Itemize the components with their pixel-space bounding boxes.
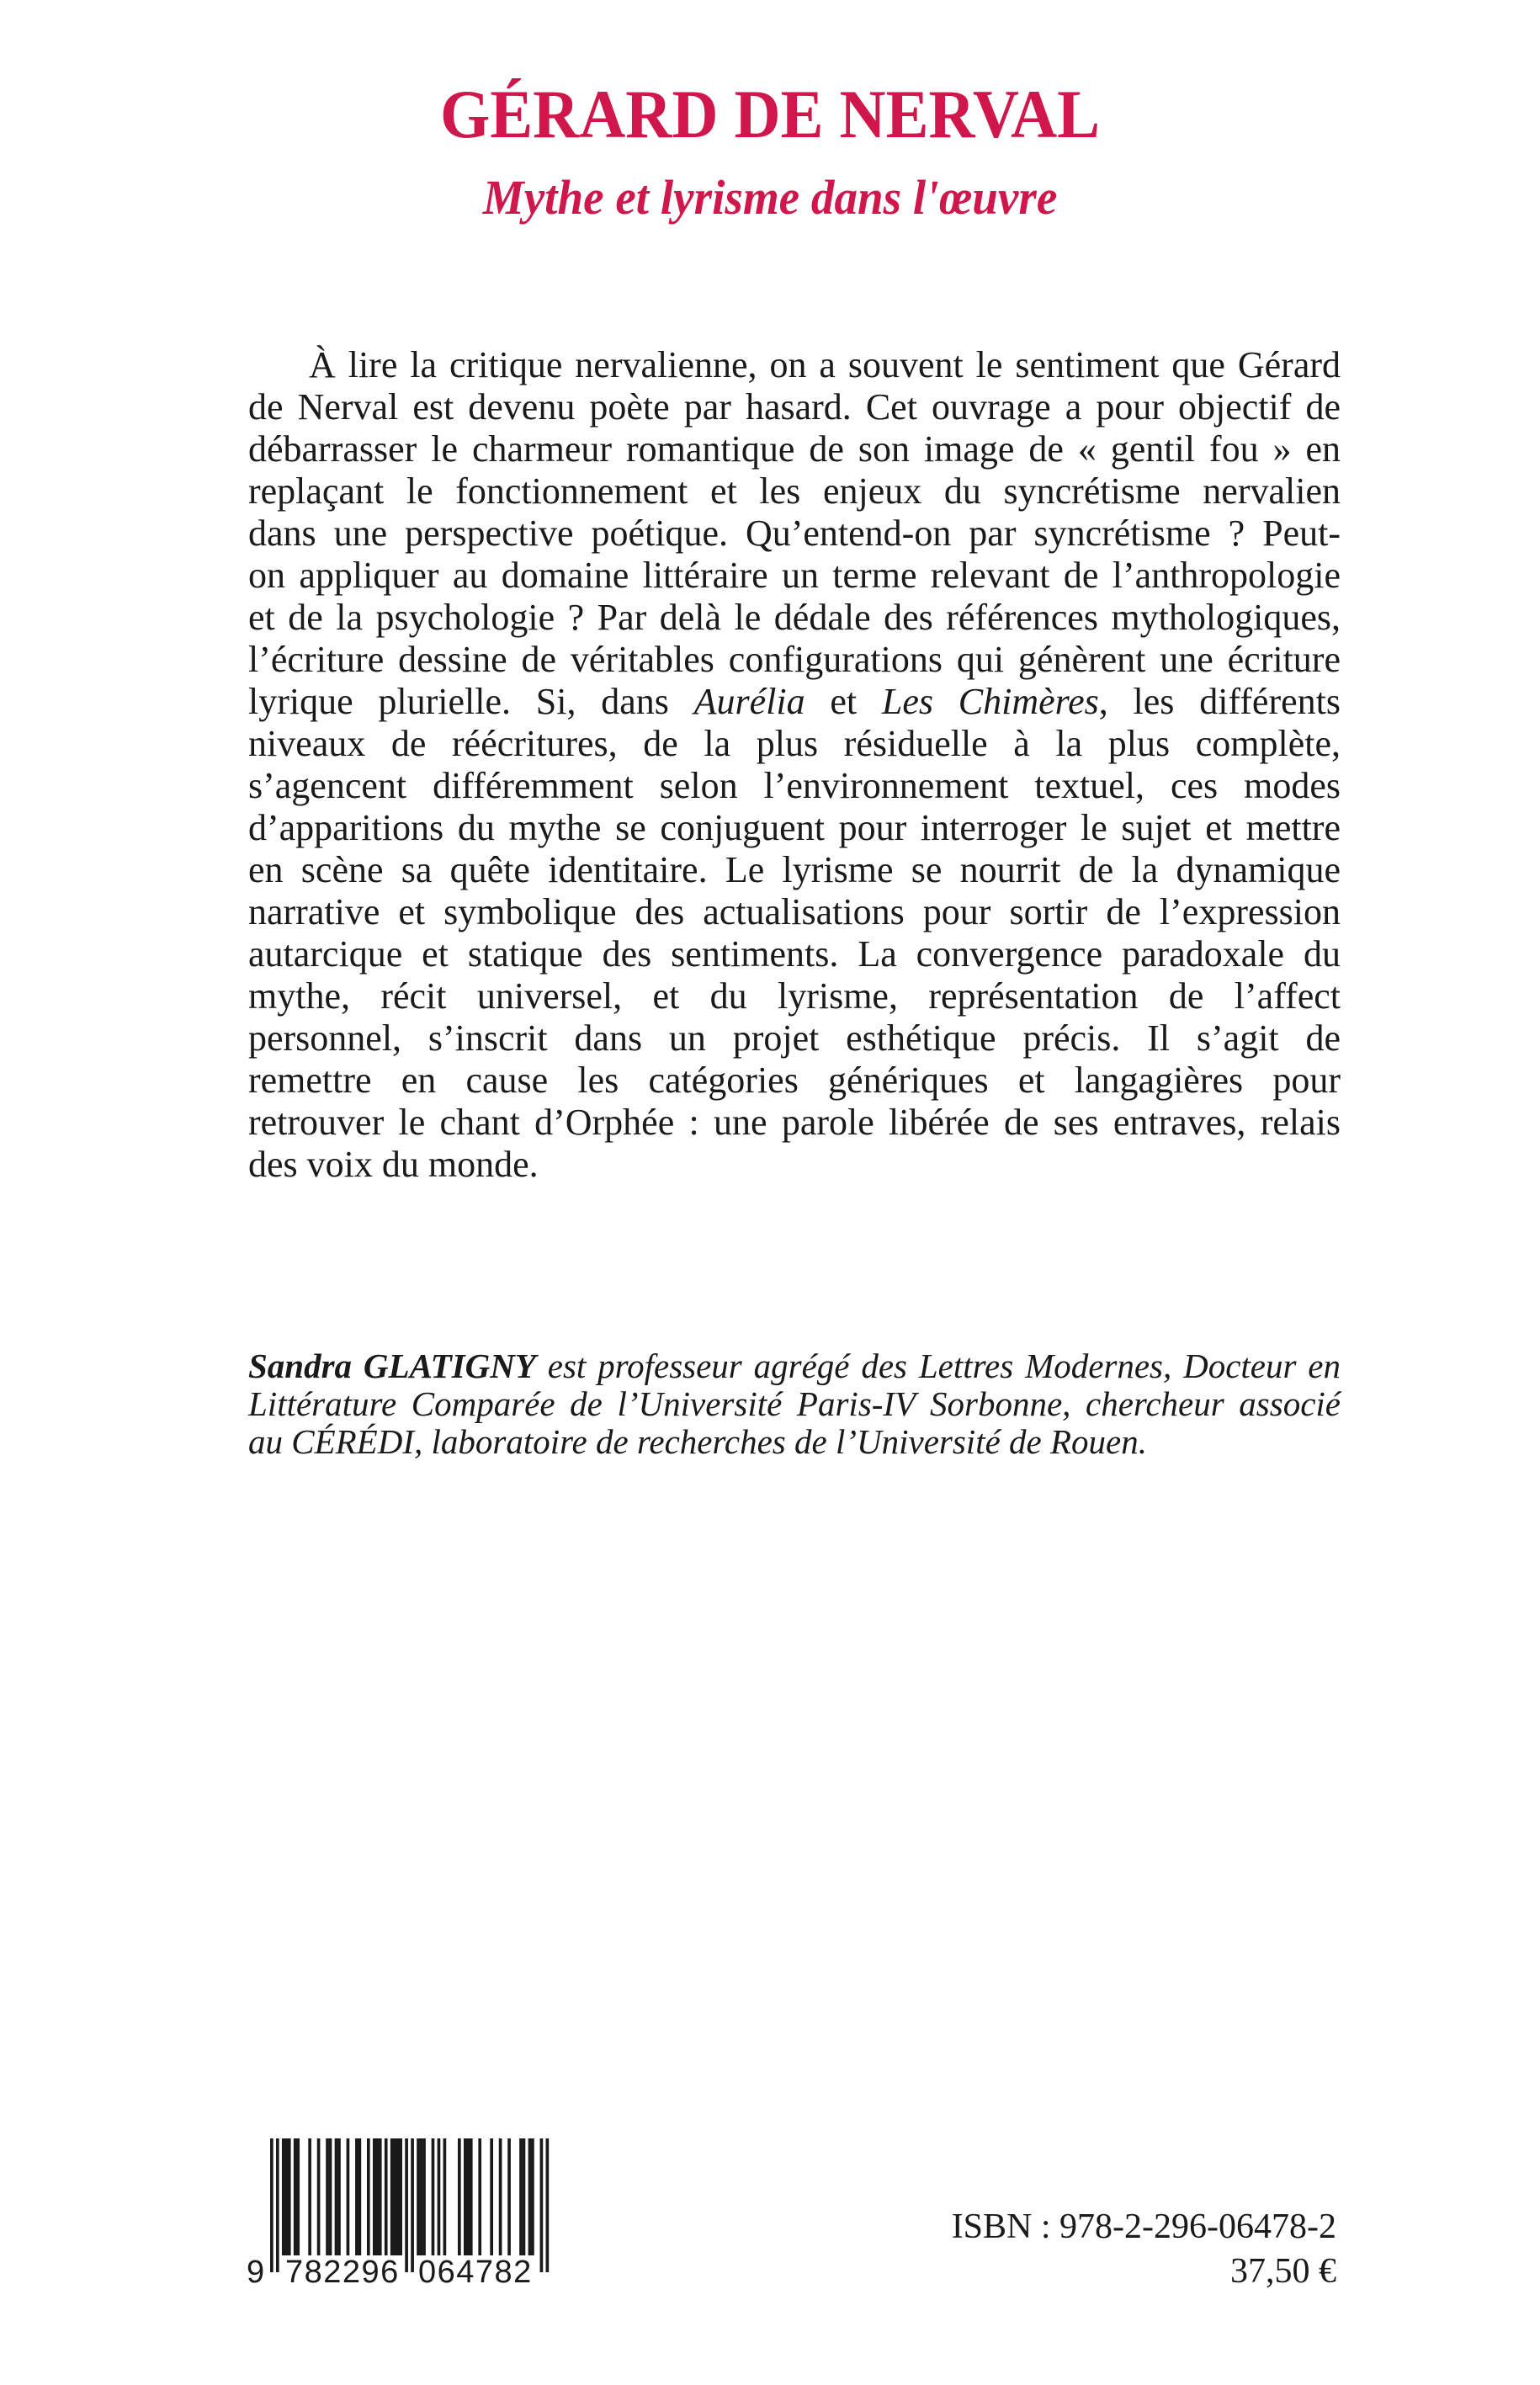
blurb-text: replaçant le fonctionnement et les enjeux du syncrétisme nervalien [248,470,1341,512]
bio-line-2: Littérature Comparée de l’Université Paris-IV Sorbonne, chercheur associé [248,1384,1341,1423]
blurb-line [248,807,1341,849]
blurb-text: lyrique plurielle. Si, dans [248,681,694,722]
blurb-line [248,975,1341,1017]
price-label: 37,50 € [1230,2252,1336,2291]
blurb-paragraph [248,344,1341,1186]
blurb-line [248,513,1341,555]
blurb-line [248,723,1341,765]
blurb-text: et de la psychologie ? Par delà le dédale des références mythologiques, [248,597,1341,638]
blurb-line [248,891,1341,933]
blurb-text: l’écriture dessine de véritables configurations qui génèrent une écriture [248,639,1341,680]
blurb-line [248,849,1341,891]
barcode-digits-right: 064782 [418,2255,533,2290]
blurb-text: et [805,681,882,722]
blurb-line [248,1060,1341,1102]
blurb-text: autarcique et statique des sentiments. La convergence paradoxale du [248,933,1341,975]
blurb-line [248,639,1341,681]
blurb-line [248,1017,1341,1060]
blurb-text: , les différents [1098,681,1341,722]
blurb-text: de Nerval est devenu poète par hasard. Cet ouvrage a pour objectif de [248,386,1341,428]
blurb-line [248,1102,1341,1144]
blurb-line [248,765,1341,807]
blurb-line [248,470,1341,513]
blurb-text: des voix du monde. [248,1144,539,1185]
blurb-text: on appliquer au domaine littéraire un terme relevant de l’anthropologie [248,555,1341,596]
bio-line-3: au CÉRÉDI, laboratoire de recherches de l’Université de Rouen. [248,1422,1147,1461]
blurb-line [248,1144,1341,1186]
blurb-line [248,428,1341,470]
blurb-line [248,933,1341,975]
blurb-text: niveaux de réécritures, de la plus résiduelle à la plus complète, [248,723,1341,764]
blurb-text: dans une perspective poétique. Qu’entend-on par syncrétisme ? Peut- [248,513,1341,554]
blurb-text: d’apparitions du mythe se conjuguent pour interroger le sujet et mettre [248,807,1341,848]
blurb-text: s’agencent différemment selon l’environnement textuel, ces modes [248,765,1341,806]
blurb-line [248,597,1341,639]
barcode-digits-left: 782296 [285,2255,400,2290]
blurb-line [248,386,1341,428]
bio-line-1 [248,1347,1341,1385]
blurb-text: remettre en cause les catégories génériques et langagières pour [248,1060,1341,1101]
author-name: Sandra GLATIGNY [248,1347,536,1385]
blurb-line [248,681,1341,723]
author-bio [248,1347,1341,1461]
blurb-line [248,555,1341,597]
blurb-text: personnel, s’inscrit dans un projet esthétique précis. Il s’agit de [248,1017,1341,1059]
blurb-text: narrative et symbolique des actualisations pour sortir de l’expression [248,891,1341,932]
blurb-text: retrouver le chant d’Orphée : une parole libérée de ses entraves, relais [248,1102,1341,1143]
blurb-line [248,344,1341,386]
bio-line-1-rest: est professeur agrégé des Lettres Modernes, Docteur en [535,1347,1341,1385]
blurb-text: débarrasser le charmeur romantique de son image de « gentil fou » en [248,428,1341,470]
blurb-text: mythe, récit universel, et du lyrisme, représentation de l’affect [248,975,1341,1017]
book-subtitle: Mythe et lyrisme dans l'œuvre [482,170,1058,225]
blurb-text: en scène sa quête identitaire. Le lyrisme se nourrit de la dynamique [248,849,1341,890]
isbn-label: ISBN : 978-2-296-06478-2 [951,2207,1336,2246]
italic-work-title: Aurélia [693,681,805,722]
italic-work-title: Les Chimères [881,681,1099,722]
blurb-text: À lire la critique nervalienne, on a souvent le sentiment que Gérard [309,344,1341,385]
barcode-digit-first: 9 [247,2255,265,2290]
book-title: GÉRARD DE NERVAL [439,76,1101,152]
